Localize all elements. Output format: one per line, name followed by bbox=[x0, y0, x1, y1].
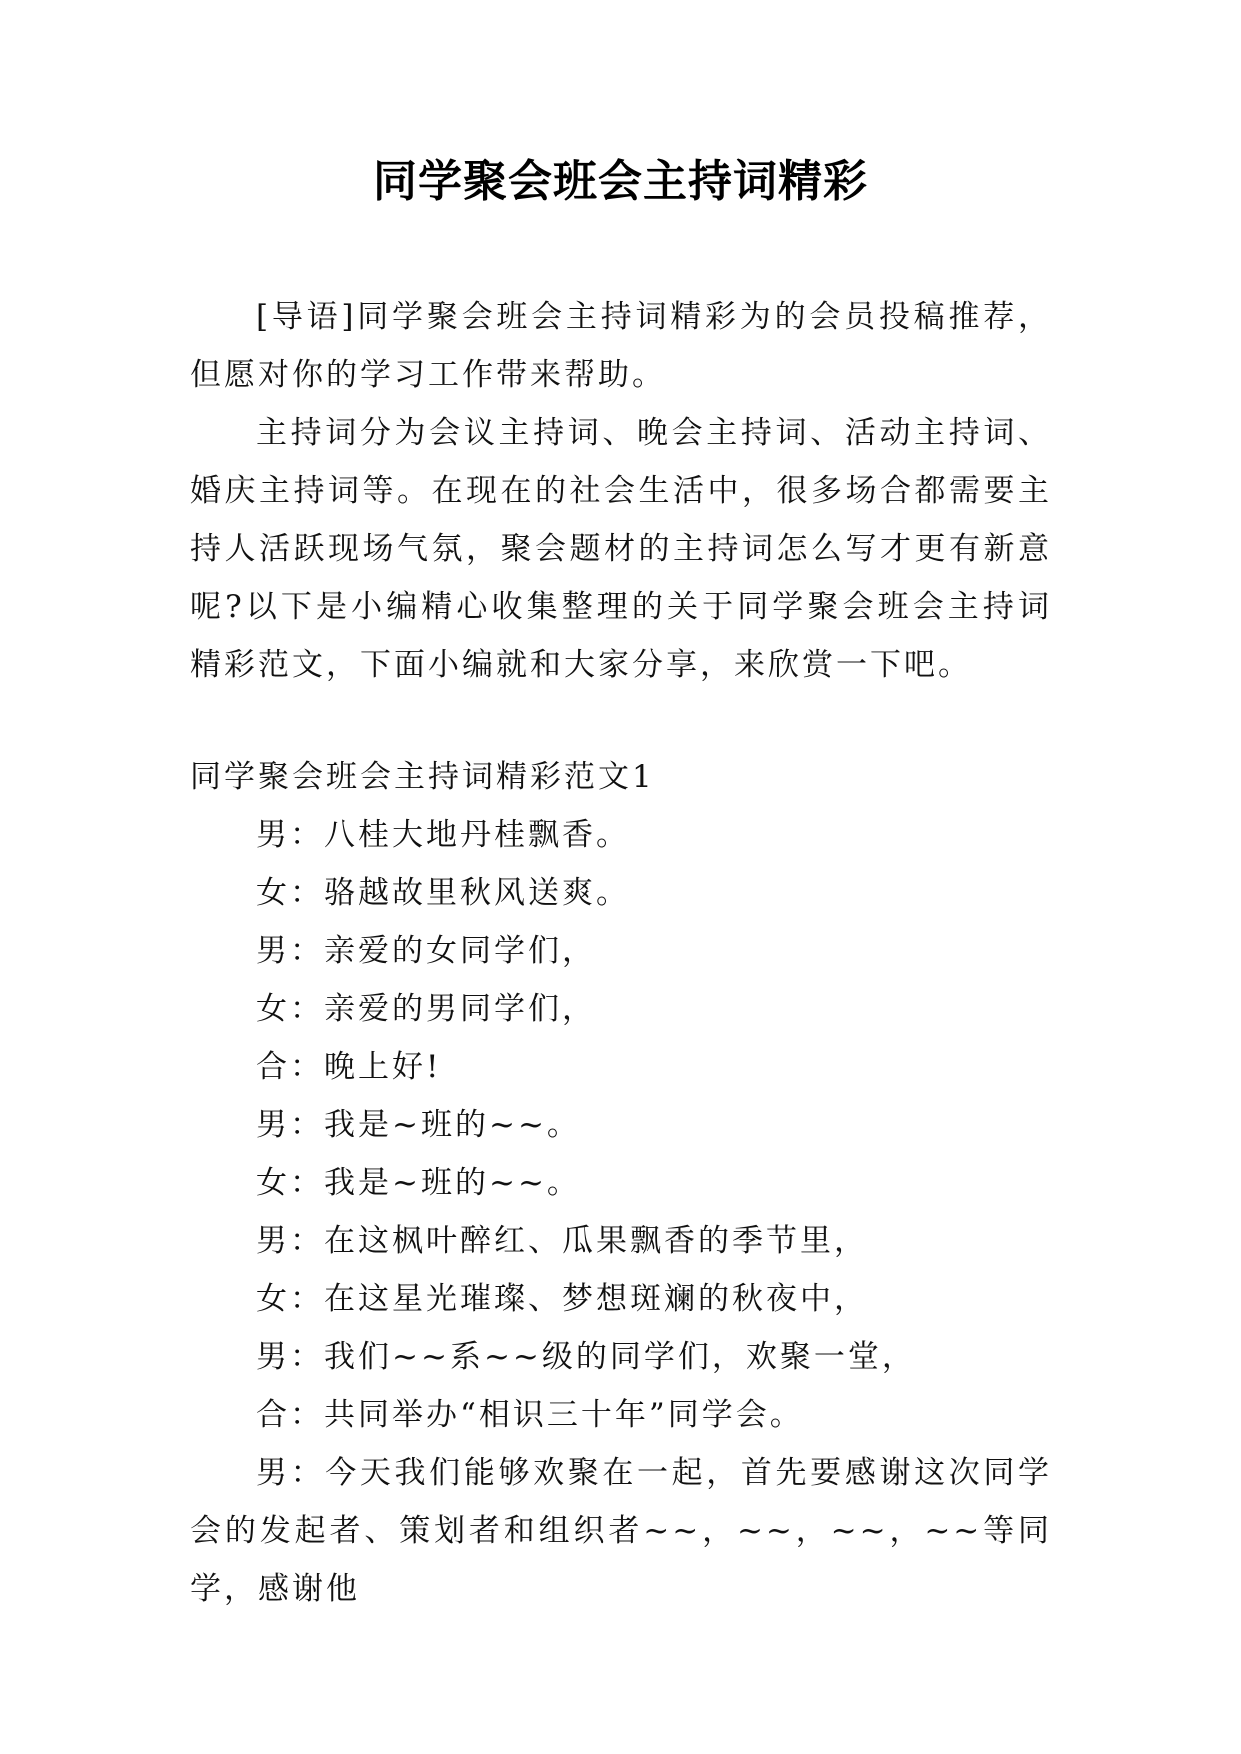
script-line: 男：在这枫叶醉红、瓜果飘香的季节里， bbox=[256, 1223, 868, 1259]
section-heading: 同学聚会班会主持词精彩范文1 bbox=[190, 759, 655, 795]
document-body bbox=[190, 288, 1052, 1618]
script-line: 女：在这星光璀璨、梦想斑斓的秋夜中， bbox=[256, 1281, 868, 1317]
script-line: 男：我是~班的~~。 bbox=[256, 1107, 581, 1143]
script-line: 男：我们~~系~~级的同学们，欢聚一堂， bbox=[256, 1339, 916, 1375]
script-line: 女：亲爱的男同学们， bbox=[256, 991, 596, 1027]
script-line: 男：八桂大地丹桂飘香。 bbox=[256, 817, 630, 853]
script-line: 合：晚上好! bbox=[256, 1049, 442, 1085]
script-line: 女：骆越故里秋风送爽。 bbox=[256, 875, 630, 911]
document-title: 同学聚会班会主持词精彩 bbox=[373, 156, 868, 207]
script-line: 合：共同举办“相识三十年”同学会。 bbox=[256, 1397, 804, 1433]
intro-paragraph-1: [导语]同学聚会班会主持词精彩为的会员投稿推荐，但愿对你的学习工作带来帮助。 bbox=[190, 299, 1052, 393]
intro-paragraph-2: 主持词分为会议主持词、晚会主持词、活动主持词、婚庆主持词等。在现在的社会生活中，很多场合都需要主持人活跃现场气氛，聚会题材的主持词怎么写才更有新意呢?以下是小编精心收集整理的关于同学聚会班会主持词精彩范文，下面小编就和大家分享，来欣赏一下吧。 bbox=[190, 415, 1052, 683]
script-line: 男：今天我们能够欢聚在一起，首先要感谢这次同学会的发起者、策划者和组织者~~，~~，~~，~~等同学，感谢他 bbox=[190, 1455, 1052, 1607]
script-line: 女：我是~班的~~。 bbox=[256, 1165, 581, 1201]
script-line: 男：亲爱的女同学们， bbox=[256, 933, 596, 969]
